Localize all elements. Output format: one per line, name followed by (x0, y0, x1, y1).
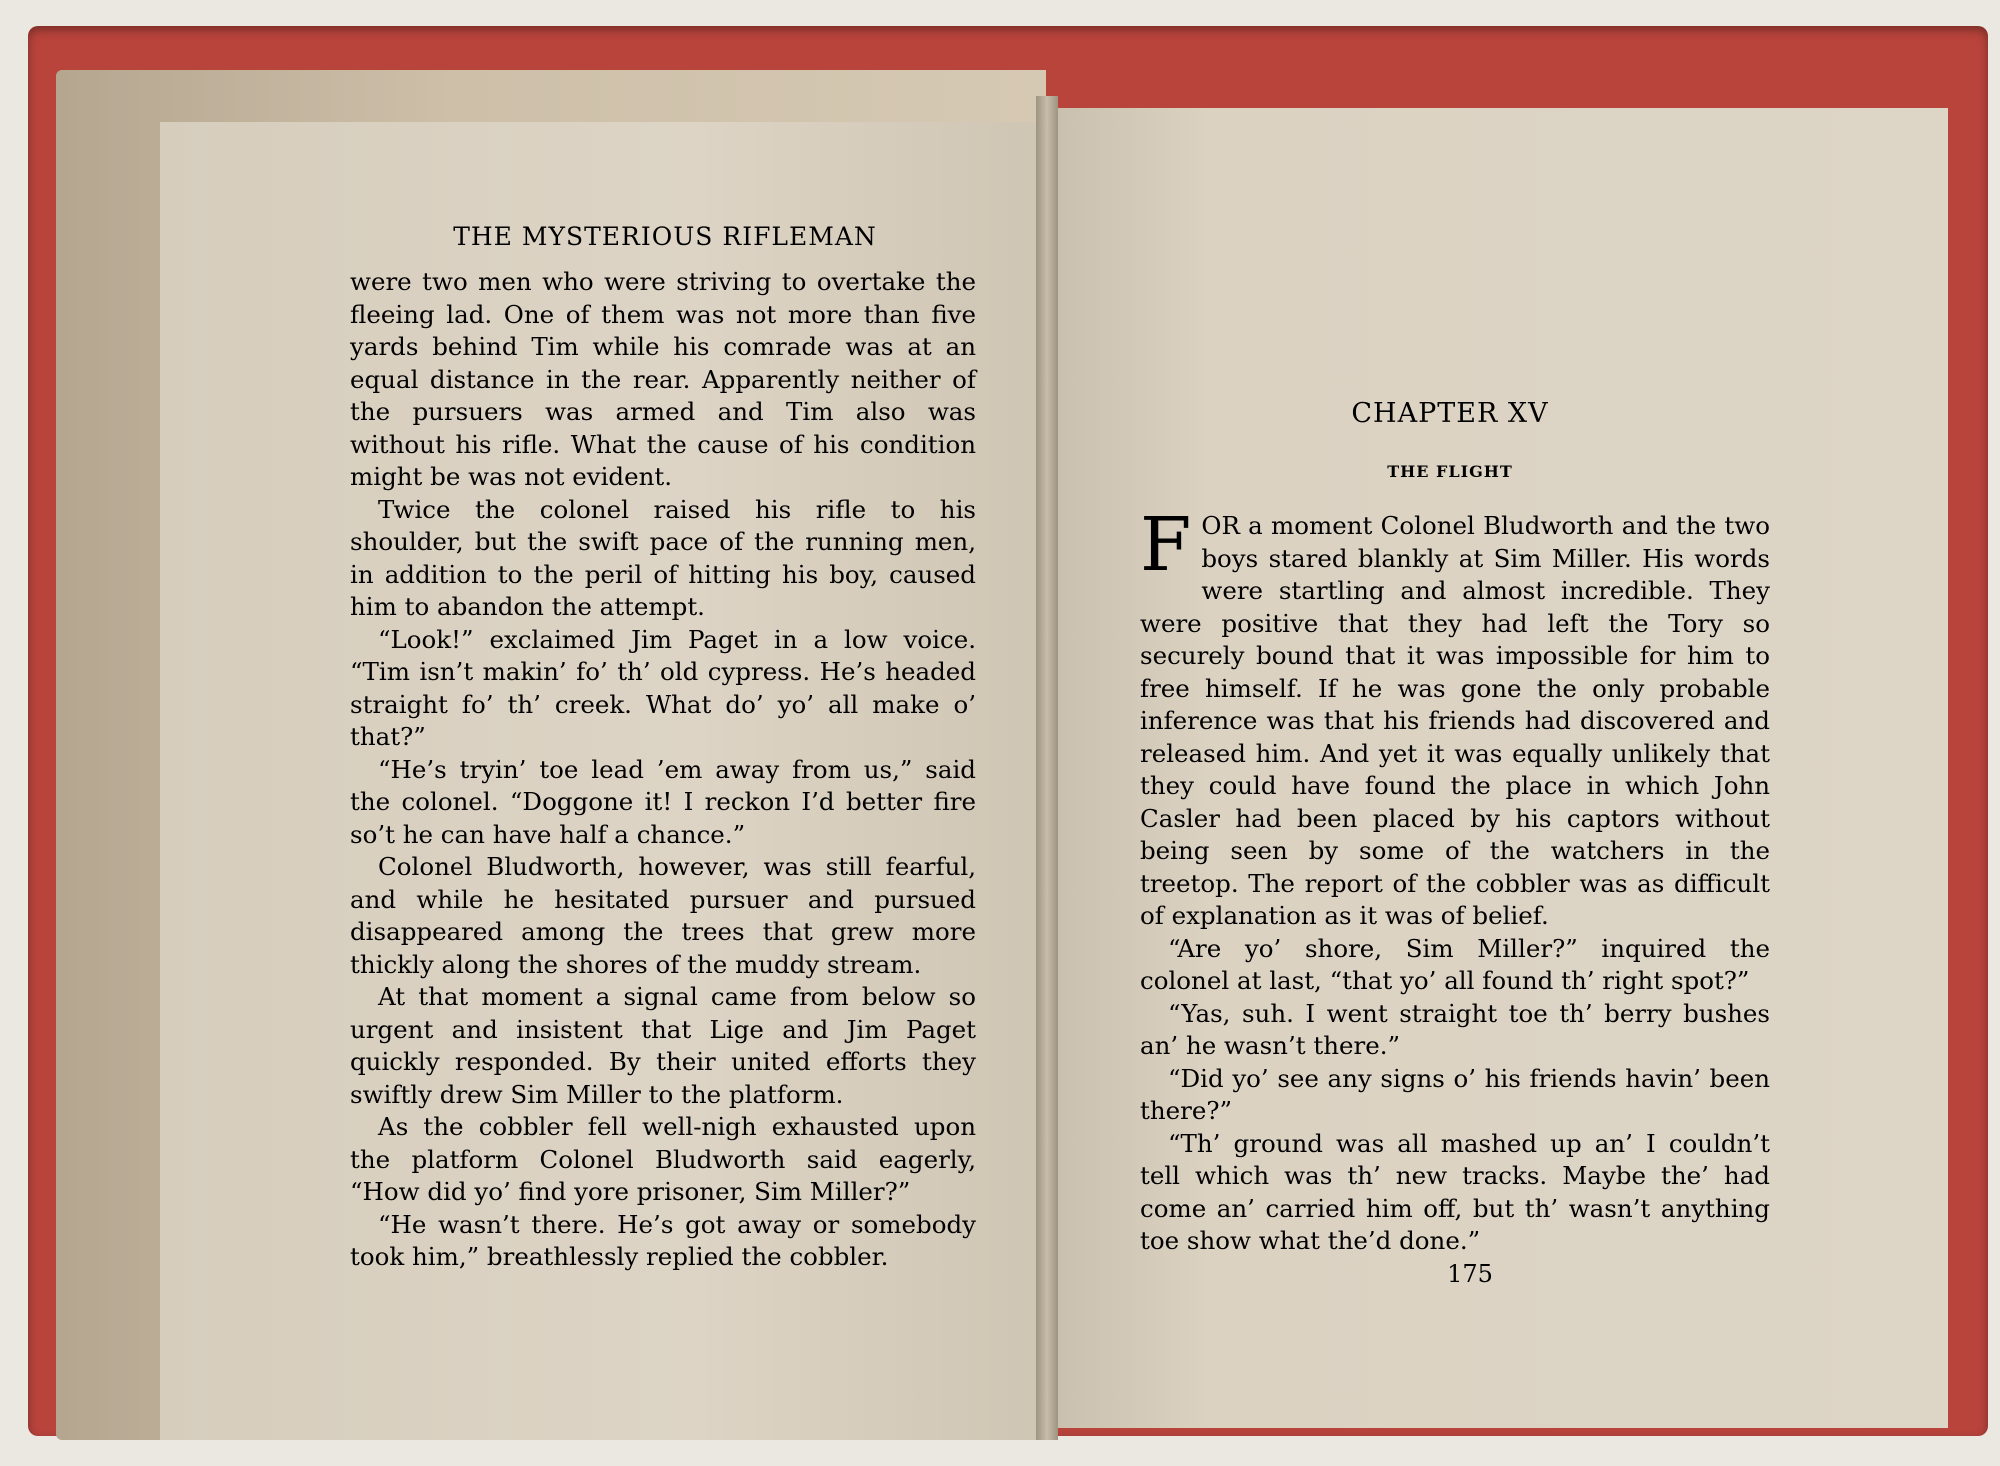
paragraph: As the cobbler fell well-nigh exhausted upon the platform Colonel Bludworth said eagerly, “How did yo’ find yore prisoner, Sim Miller?” (350, 1112, 976, 1206)
paragraph: “Did yo’ see any signs o’ his friends havin’ been there?” (1140, 1063, 1770, 1125)
paragraph: At that moment a signal came from below so urgent and insistent that Lige and Jim Paget quickly responded. By their united efforts they swiftly drew Sim Miller to the platform. (350, 982, 976, 1109)
running-head: THE MYSTERIOUS RIFLEMAN (453, 222, 877, 251)
paragraph: “He’s tryin’ toe lead ’em away from us,” said the colonel. “Doggone it! I reckon I’d better fire so’t he can have half a chance.” (350, 754, 976, 849)
paragraph: “Yas, suh. I went straight toe th’ berry bushes an’ he wasn’t there.” (1140, 998, 1770, 1060)
paragraph: were two men who were striving to overtake the fleeing lad. One of them was not more than five yards behind Tim while his comrade was at an equal distance in the rear. Apparently neither of the pursuers was armed and Tim also was without his rifle. What the cause of his condition might be was not evident. (350, 267, 976, 491)
drop-cap: F (1140, 502, 1192, 588)
paragraph: “He wasn’t there. He’s got away or somebody took him,” breathlessly replied the cobbler. (350, 1209, 976, 1271)
chapter-subtitle: THE FLIGHT (1387, 462, 1513, 481)
first-paragraph-text: OR a moment Colonel Bludworth and the two boys stared blankly at Sim Miller. His words were startling and almost incredible. They were positive that they had left the Tory so securely bound that it was impossible for him to free himself. If he was gone the only probable inference was that his friends had discovered and released him. And yet it was equally unlikely that they could have found the place in which John Casler had been placed by his captors without being seen by some of the watchers in the treetop. The report of the cobbler was as difficult of explanation as it was of belief. (1140, 511, 1770, 930)
chapter-title: CHAPTER XV (1351, 398, 1549, 429)
book-gutter (1036, 96, 1058, 1440)
page-number: 175 (1447, 1260, 1493, 1288)
paragraph: Twice the colonel raised his rifle to his shoulder, but the swift pace of the running men, in addition to the peril of hitting his boy, caused him to abandon the attempt. (350, 494, 976, 621)
paragraph: Colonel Bludworth, however, was still fearful, and while he hesitated pursuer and pursued disappeared among the trees that grew more thickly along the shores of the muddy stream. (350, 852, 976, 979)
paragraph: “Are yo’ shore, Sim Miller?” inquired the colonel at last, “that yo’ all found th’ right spot?” (1140, 933, 1770, 995)
right-page-text (1140, 502, 1770, 1258)
paragraph: “Th’ ground was all mashed up an’ I couldn’t tell which was th’ new tracks. Maybe the’ had come an’ carried him off, but th’ wasn’t anything toe show what the’d done.” (1140, 1128, 1770, 1255)
left-page-text (350, 266, 976, 1274)
first-paragraph (1140, 502, 1770, 933)
paragraph: “Look!” exclaimed Jim Paget in a low voice. “Tim isn’t makin’ fo’ th’ old cypress. He’s headed straight fo’ th’ creek. What do’ yo’ all make o’ that?” (350, 624, 976, 751)
